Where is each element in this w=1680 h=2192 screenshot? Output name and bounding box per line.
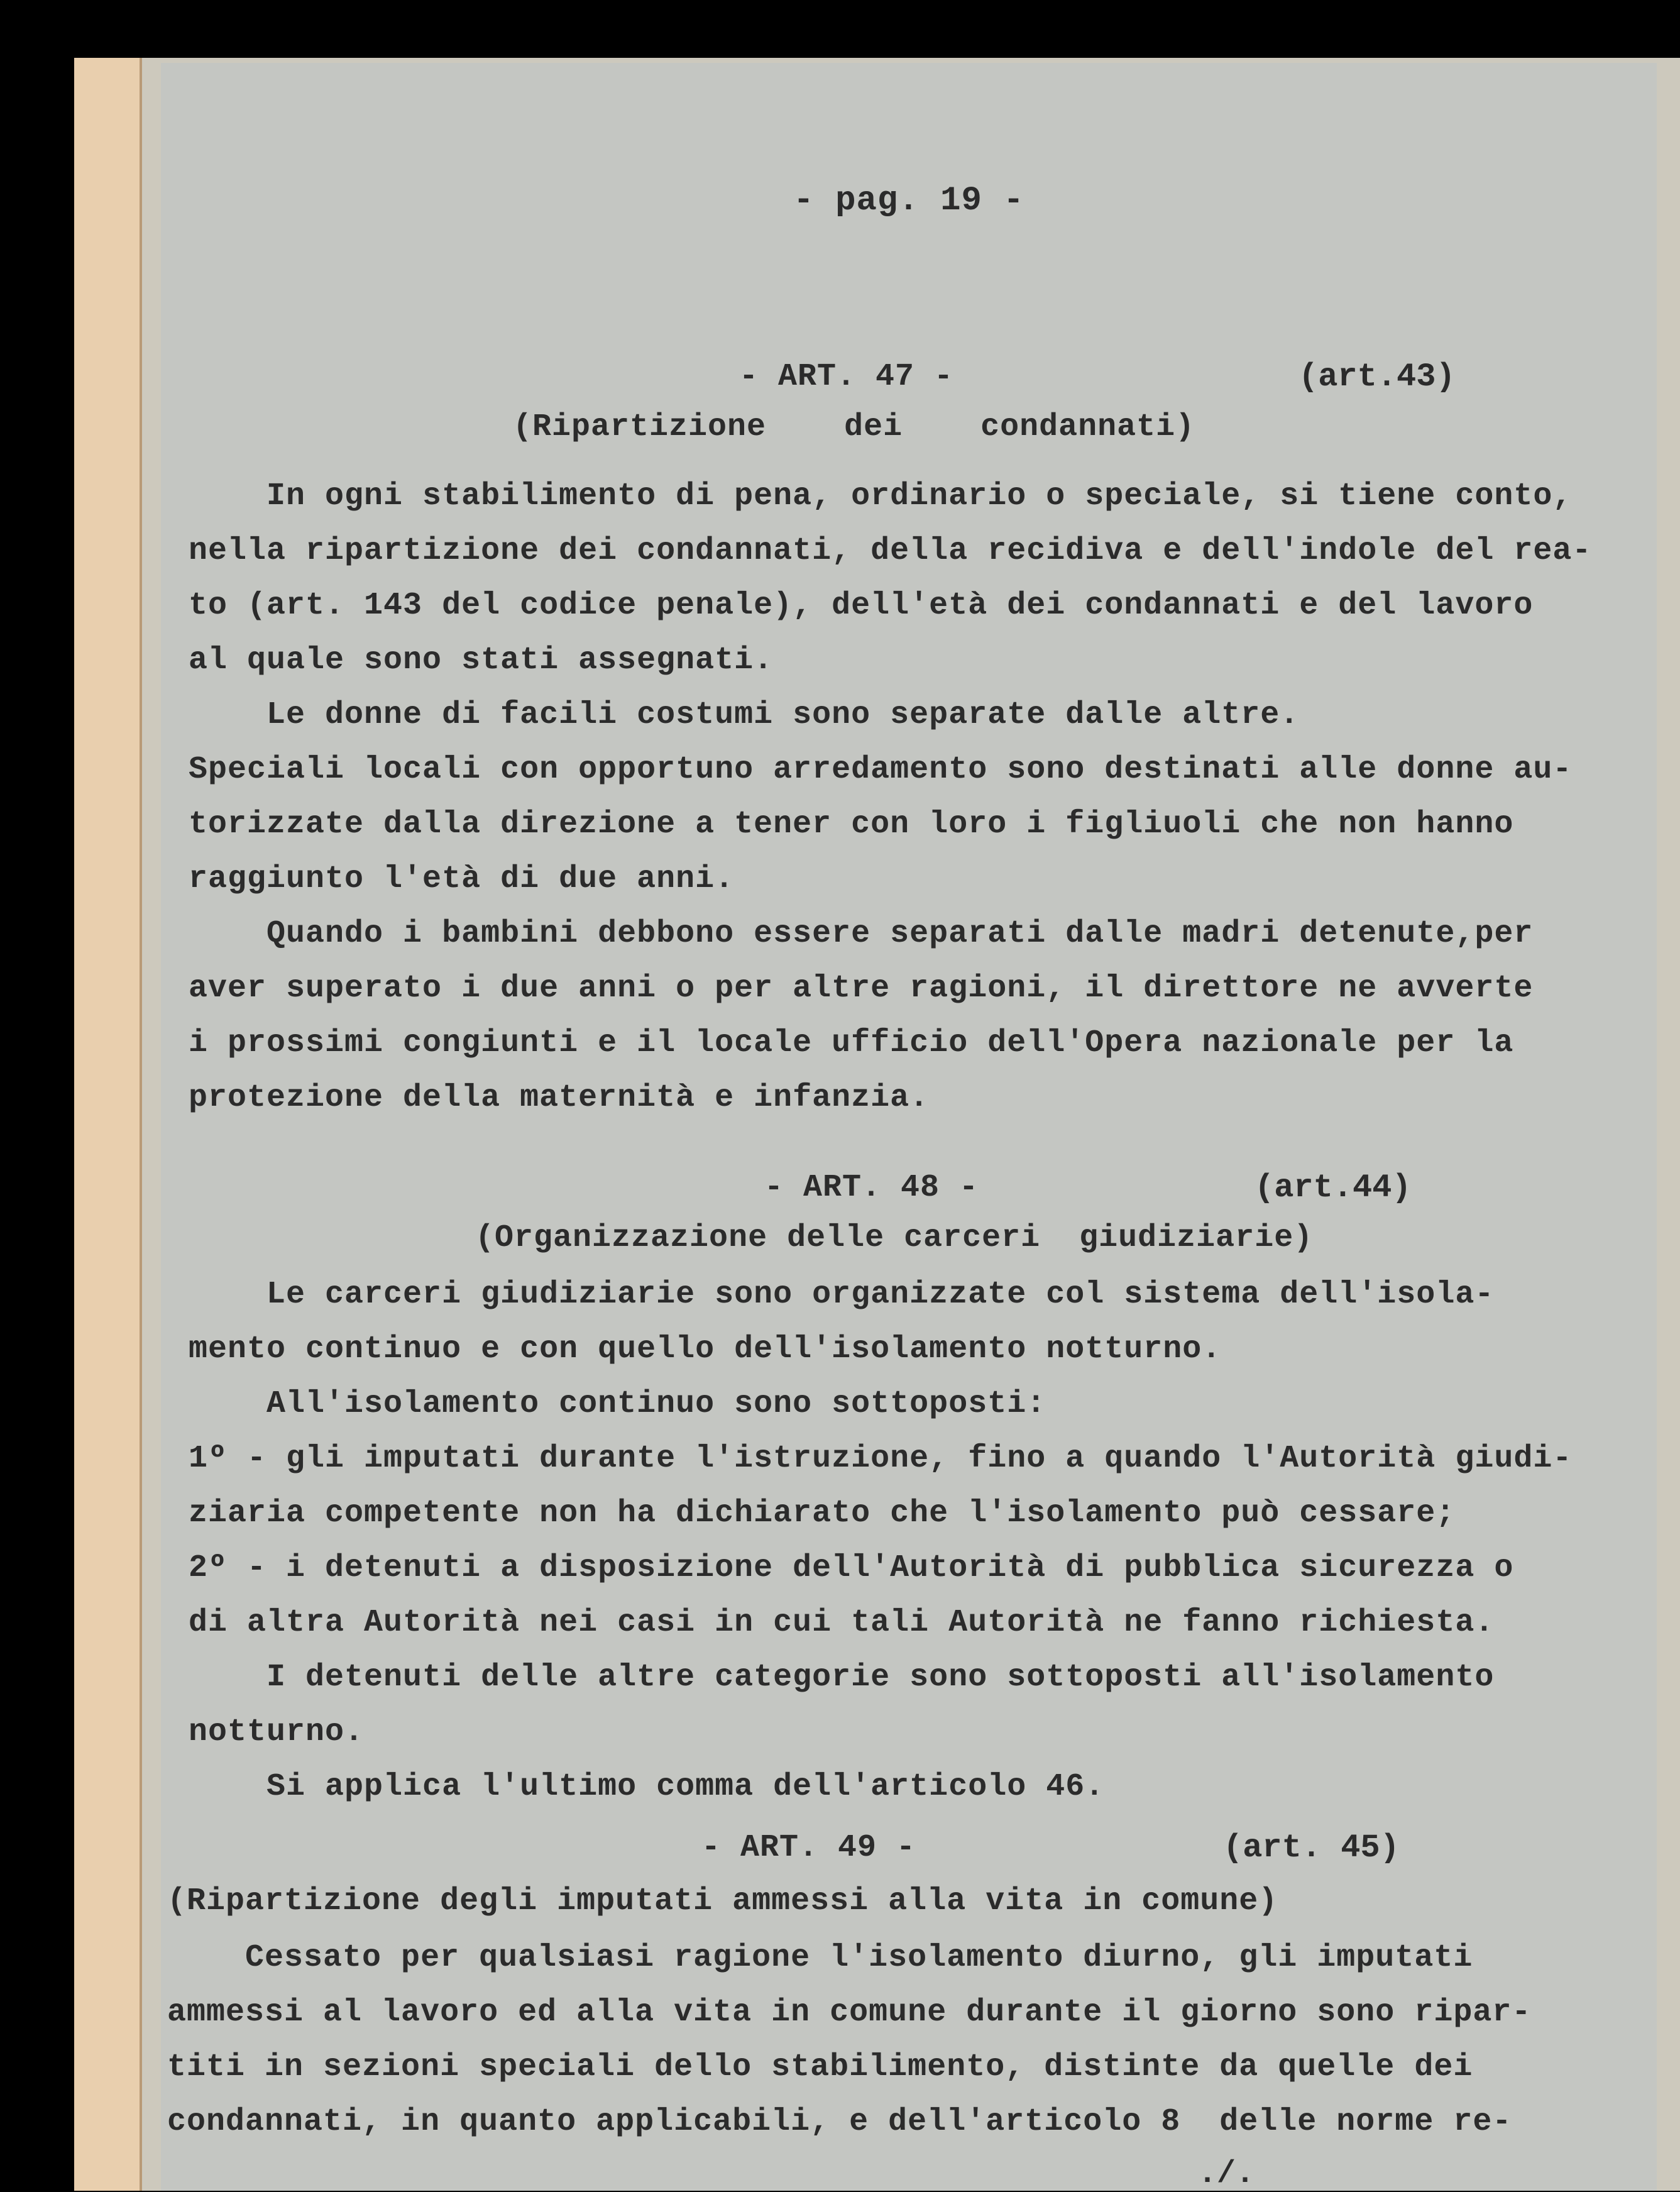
article-47-line: In ogni stabilimento di pena, ordinario o speciale, si tiene conto, — [189, 478, 1573, 514]
article-49-heading: - ART. 49 - — [701, 1830, 916, 1866]
article-47-line: Quando i bambini debbono essere separati dalle madri detenute,per — [189, 916, 1534, 952]
typewritten-page — [161, 63, 1657, 2191]
article-47-line: protezione della maternità e infanzia. — [189, 1080, 930, 1116]
article-48-heading: - ART. 48 - — [764, 1170, 979, 1206]
article-47-line: to (art. 143 del codice penale), dell'età dei condannati e del lavoro — [189, 588, 1534, 624]
article-48-line: 2º - i detenuti a disposizione dell'Autorità di pubblica sicurezza o — [189, 1550, 1514, 1586]
article-48-line: Le carceri giudiziarie sono organizzate col sistema dell'isola- — [189, 1277, 1495, 1313]
page-number: - pag. 19 - — [793, 182, 1024, 220]
continuation-mark: ./. — [1198, 2156, 1255, 2192]
article-48-line: All'isolamento continuo sono sottoposti: — [189, 1386, 1046, 1422]
article-48-line: I detenuti delle altre categorie sono sottoposti all'isolamento — [189, 1660, 1495, 1695]
article-47-reference: (art.43) — [1298, 358, 1456, 395]
binding-edge — [74, 58, 142, 2191]
article-49-title: (Ripartizione degli imputati ammessi alla vita in comune) — [167, 1883, 1278, 1919]
article-48-line: notturno. — [189, 1714, 365, 1750]
article-47-line: aver superato i due anni o per altre ragioni, il direttore ne avverte — [189, 971, 1534, 1006]
article-47-line: al quale sono stati assegnati. — [189, 642, 774, 678]
article-47-line: raggiunto l'età di due anni. — [189, 861, 735, 897]
article-49-line: ammessi al lavoro ed alla vita in comune durante il giorno sono ripar- — [167, 1995, 1532, 2030]
article-48-line: Si applica l'ultimo comma dell'articolo 46. — [189, 1769, 1105, 1805]
article-49-line: Cessato per qualsiasi ragione l'isolamento diurno, gli imputati — [167, 1940, 1473, 1976]
article-47-heading: - ART. 47 - — [739, 359, 954, 395]
article-47-line: torizzate dalla direzione a tener con loro i figliuoli che non hanno — [189, 807, 1514, 842]
article-47-line: nella ripartizione dei condannati, della recidiva e dell'indole del rea- — [189, 533, 1592, 569]
article-47-title: (Ripartizione dei condannati) — [513, 409, 1195, 445]
article-48-line: di altra Autorità nei casi in cui tali Autorità ne fanno richiesta. — [189, 1605, 1495, 1641]
article-48-line: mento continuo e con quello dell'isolamento notturno. — [189, 1331, 1222, 1367]
article-48-line: 1º - gli imputati durante l'istruzione, fino a quando l'Autorità giudi- — [189, 1441, 1573, 1477]
article-48-line: ziaria competente non ha dichiarato che l'isolamento può cessare; — [189, 1495, 1456, 1531]
article-49-line: condannati, in quanto applicabili, e dell'articolo 8 delle norme re- — [167, 2104, 1512, 2140]
article-49-line: titi in sezioni speciali dello stabilimento, distinte da quelle dei — [167, 2049, 1473, 2085]
article-48-title: (Organizzazione delle carceri giudiziarie) — [475, 1220, 1314, 1256]
article-48-reference: (art.44) — [1255, 1169, 1412, 1206]
article-49-reference: (art. 45) — [1223, 1829, 1400, 1866]
article-47-line: i prossimi congiunti e il locale ufficio dell'Opera nazionale per la — [189, 1025, 1514, 1061]
article-47-line: Speciali locali con opportuno arredamento sono destinati alle donne au- — [189, 752, 1573, 788]
article-47-line: Le donne di facili costumi sono separate dalle altre. — [189, 697, 1300, 733]
